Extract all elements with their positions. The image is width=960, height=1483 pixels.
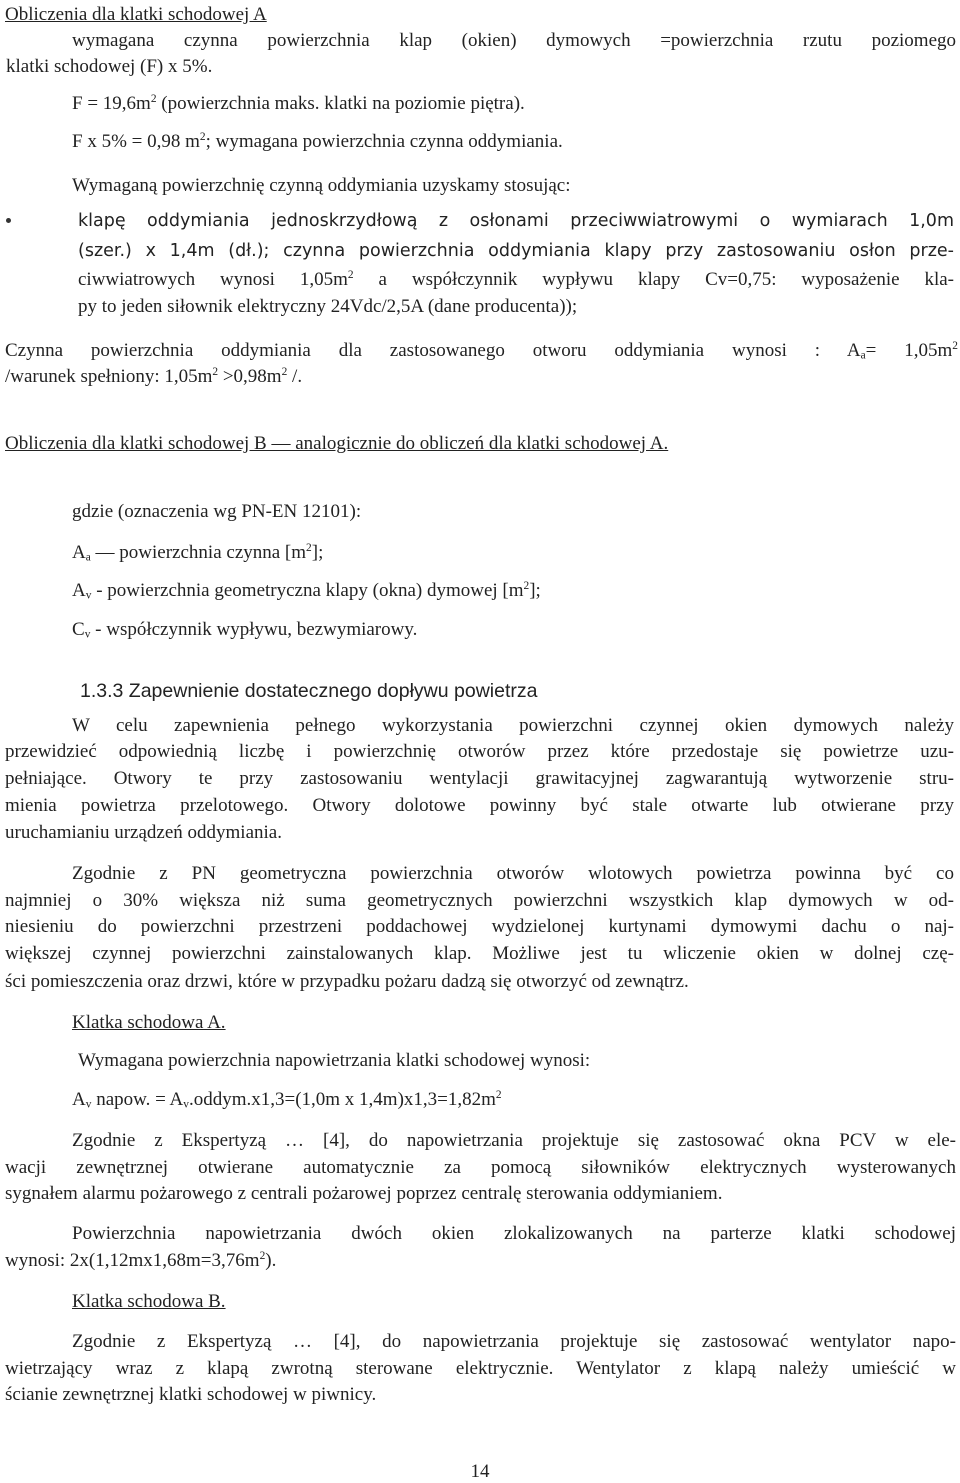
bullet-icon (6, 218, 11, 223)
paragraph-line: uruchamianiu urządzeń oddymiania. (5, 822, 282, 843)
legend-item: $A_a$ — powierzchnia czynna $[m^2]$; (72, 542, 324, 564)
paragraph-line: wacji zewnętrznej otwierane automatycznie za pomocą siłowników elektrycznych wysterowanych (5, 1157, 956, 1178)
paragraph-line: przewidzieć odpowiednią liczbę i powierzchnię otworów przez które przedostaje się powietrze uzu- (5, 741, 954, 762)
section-title-staircase-b: Obliczenia dla klatki schodowej B — analogicznie do obliczeń dla klatki schodowej A. (5, 433, 669, 454)
subsection-title: Klatka schodowa A. (72, 1012, 226, 1033)
legend-intro: gdzie (oznaczenia wg PN-EN 12101): (72, 501, 362, 522)
paragraph-line: Wymaganą powierzchnię czynną oddymiania uzyskamy stosując: (72, 175, 571, 196)
subsection-title: Klatka schodowa B. (72, 1291, 226, 1312)
result-line: Czynna powierzchnia oddymiania dla zastosowanego otworu oddymiania wynosi : $A_a= 1,05m^2$ (5, 340, 958, 362)
legend-item: $A_v$ - powierzchnia geometryczna klapy (okna) dymowej $[m^2]$; (72, 580, 541, 602)
paragraph-line: sygnałem alarmu pożarowego z centrali pożarowej poprzez centralę sterowania oddymianiem. (5, 1183, 723, 1204)
paragraph-line: Zgodnie z PN geometryczna powierzchnia otworów wlotowych powietrza powinna być co (72, 863, 954, 884)
paragraph-line: ścianie zewnętrznej klatki schodowej w piwnicy. (5, 1384, 377, 1405)
paragraph-line: pełniające. Otwory te przy zastosowaniu wentylacji grawitacyjnej zagwarantują wytworzenie stru- (5, 768, 954, 789)
paragraph-line: najmniej o 30% większa niż suma geometrycznych powierzchni wszystkich klap dymowych w od- (5, 890, 954, 911)
section-heading: 1.3.3 Zapewnienie dostatecznego dopływu powietrza (80, 680, 538, 702)
result-line: /warunek spełniony: $1,05m^2 >0,98m^2$ /. (5, 366, 303, 387)
paragraph-line: Wymagana powierzchnia napowietrzania klatki schodowej wynosi: (78, 1050, 591, 1071)
legend-item: $C_v$ - współczynnik wypływu, bezwymiarowy. (72, 619, 418, 641)
paragraph-line: wynosi: $2x(1,12mx1,68m=3,76m^2)$. (5, 1250, 277, 1271)
page-number: 14 (470, 1461, 490, 1482)
bullet-item-line: klapę oddymiania jednoskrzydłową z osłonami przeciwwiatrowymi o wymiarach 1,0m (78, 211, 954, 231)
bullet-item-line: py to jeden siłownik elektryczny 24Vdc/2,5A (dane producenta)); (78, 296, 578, 317)
paragraph-line: wymagana czynna powierzchnia klap (okien) dymowych =powierzchnia rzutu poziomego (72, 30, 956, 51)
paragraph-line: Zgodnie z Ekspertyzą … [4], do napowietrzania projektuje się zastosować wentylator napo- (72, 1331, 956, 1352)
paragraph-line: niesieniu do powierzchni przestrzeni poddachowej wydzielonej kurtynami dymowymi dachu o naj- (5, 916, 954, 937)
paragraph-line: wietrzający wraz z klapą zwrotną sterowane elektrycznie. Wentylator z klapą należy umieścić w (5, 1358, 956, 1379)
paragraph-line: ści pomieszczenia oraz drzwi, które w przypadku pożaru dadzą się otworzyć od zewnątrz. (5, 971, 689, 992)
paragraph-line: klatki schodowej (F) x 5%. (6, 56, 213, 77)
formula-line: $A_v$ napow. = $A_v.oddym.x1,3=(1,0m$ x $1,4m)x1,3=1,82m^2$ (72, 1089, 502, 1111)
paragraph-line: większej czynnej powierzchni zainstalowanych klap. Możliwe jest tu wliczenie okien w dolnej czę- (5, 943, 954, 964)
bullet-item-line: (szer.) x 1,4m (dł.); czynna powierzchnia oddymiania klapy przy zastosowaniu osłon prze- (78, 241, 954, 261)
paragraph-line: Powierzchnia napowietrzania dwóch okien zlokalizowanych na parterze klatki schodowej (72, 1223, 956, 1244)
formula-line: F x 5% = 0,98 $m^2$; wymagana powierzchnia czynna oddymiania. (72, 131, 563, 152)
section-title-staircase-a: Obliczenia dla klatki schodowej A (5, 4, 267, 25)
paragraph-line: W celu zapewnienia pełnego wykorzystania powierzchni czynnej okien dymowych należy (72, 715, 954, 736)
bullet-item-line: ciwwiatrowych wynosi $1,05m^2$ a współczynnik wypływu klapy Cv=0,75: wyposażenie kla- (78, 269, 954, 290)
paragraph-line: mienia powietrza przelotowego. Otwory dolotowe powinny być stale otwarte lub otwierane przy (5, 795, 954, 816)
formula-line: $F = 19,6m^2$ (powierzchnia maks. klatki na poziomie piętra). (72, 93, 525, 114)
paragraph-line: Zgodnie z Ekspertyzą … [4], do napowietrzania projektuje się zastosować okna PCV w ele- (72, 1130, 956, 1151)
